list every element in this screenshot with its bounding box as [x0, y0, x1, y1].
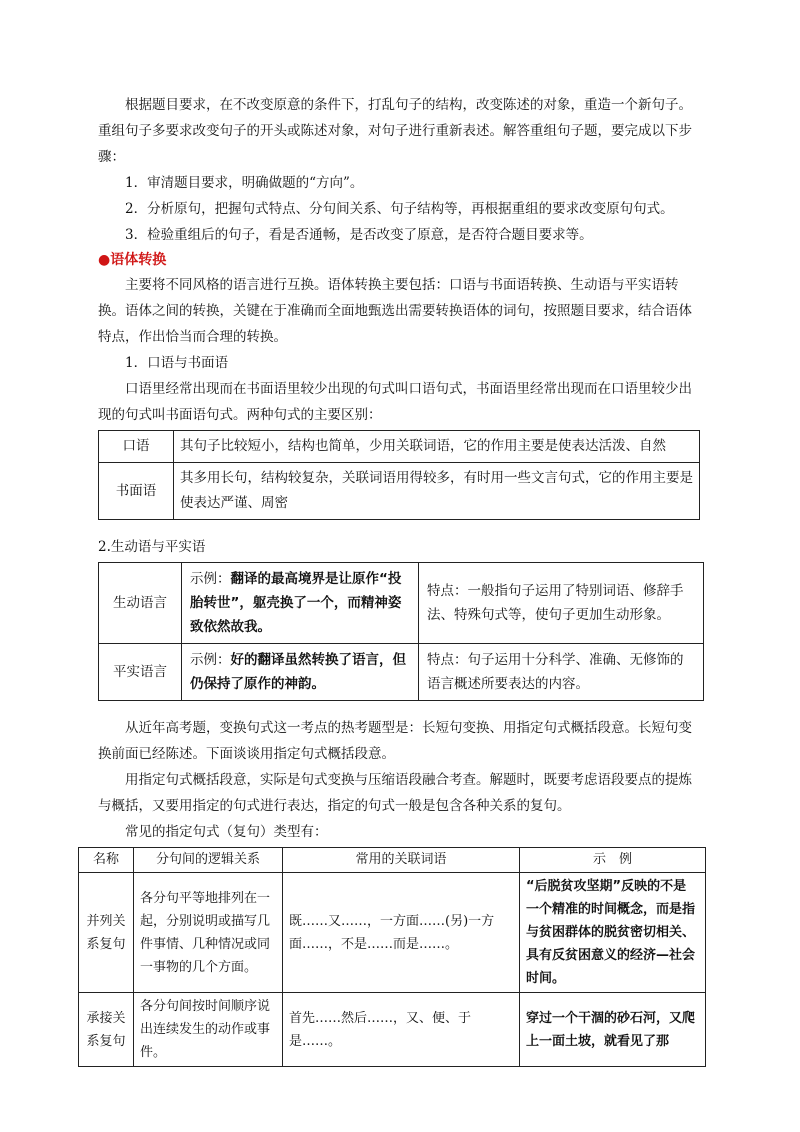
table-cell-example	[182, 563, 419, 644]
table-row	[79, 993, 706, 1067]
table-cell-note: 特点：一般指句子运用了特别词语、修辞手法、特殊句式等，使句子更加生动形象。	[419, 563, 704, 644]
example-prefix: 示例：	[190, 652, 231, 668]
table-cell-name: 并列关系复句	[79, 873, 134, 993]
table-cell-logic: 各分句平等地排列在一起，分别说明或描写几件事情、几种情况或同一事物的几个方面。	[134, 873, 283, 993]
example-prefix: 示例：	[190, 571, 231, 587]
subheading-oral-written: 1．口语与书面语	[125, 355, 229, 371]
example-text: 翻译的最高境界是让原作“投胎转世”，躯壳换了一个，而精神姿致依然故我。	[190, 571, 402, 635]
table-cell-example	[182, 644, 419, 701]
table-cell-label: 口语	[99, 431, 174, 463]
subheading-vivid-plain: 2.生动语与平实语	[98, 539, 206, 555]
step-1: 1．审清题目要求，明确做题的“方向”。	[125, 175, 364, 191]
table-header-row	[79, 848, 706, 873]
table-row	[99, 463, 700, 520]
table-cell-label: 生动语言	[99, 563, 182, 644]
step-3: 3．检验重组后的句子，看是否通畅，是否改变了原意，是否符合题目要求等。	[125, 227, 593, 243]
table-cell-words: 既……又……，一方面……(另)一方面……，不是……而是……。	[283, 873, 520, 993]
step-2: 2．分析原句，把握句式特点、分句间关系、句子结构等，再根据重组的要求改变原句句式。	[125, 201, 674, 217]
table-cell-logic: 各分句间按时间顺序说出连续发生的动作或事件。	[134, 993, 283, 1067]
table-cell-example: 穿过一个干涸的砂石河，又爬上一面土坡，就看见了那	[520, 993, 706, 1067]
table-cell-note: 特点：句子运用十分科学、准确、无修饰的语言概述所要表达的内容。	[419, 644, 704, 701]
compound-sentence-table	[78, 847, 706, 1067]
vivid-plain-table	[98, 562, 704, 701]
bullet-icon: ●	[98, 252, 111, 268]
intro-paragraph: 根据题目要求，在不改变原意的条件下，打乱句子的结构，改变陈述的对象，重造一个新句子。重组句子多要求改变句子的开头或陈述对象，对句子进行重新表述。解答重组句子题，要完成以下步骤：	[98, 97, 692, 165]
oral-written-paragraph: 口语里经常出现而在书面语里较少出现的句式叫口语句式，书面语里经常出现而在口语里较少出现的句式叫书面语句式。两种句式的主要区别：	[98, 381, 692, 423]
table-cell-desc: 其句子比较短小，结构也简单，少用关联词语，它的作用主要是使表达活泼、自然	[174, 431, 700, 463]
part2-paragraph-2: 用指定句式概括段意，实际是句式变换与压缩语段融合考查。解题时，既要考虑语段要点的提炼与概括，又要用指定的句式进行表达，指定的句式一般是包含各种关系的复句。	[98, 772, 692, 814]
part2-paragraph-1: 从近年高考题，变换句式这一考点的热考题型是：长短句变换、用指定句式概括段意。长短句变换前面已经陈述。下面谈谈用指定句式概括段意。	[98, 720, 692, 762]
table-row	[99, 563, 704, 644]
table-cell-desc: 其多用长句，结构较复杂，关联词语用得较多，有时用一些文言句式，它的作用主要是使表达严谨、周密	[174, 463, 700, 520]
document-page	[86, 92, 704, 1067]
table-header-cell: 常用的关联词语	[283, 848, 520, 873]
part2-paragraph-3: 常见的指定句式（复句）类型有：	[125, 824, 328, 840]
table-cell-label: 书面语	[99, 463, 174, 520]
section-paragraph: 主要将不同风格的语言进行互换。语体转换主要包括：口语与书面语转换、生动语与平实语转换。语体之间的转换，关键在于准确而全面地甄选出需要转换语体的词句，按照题目要求，结合语体特点，作出恰当而合理的转换。	[98, 277, 692, 345]
table-cell-example: “后脱贫攻坚期”反映的不是一个精准的时间概念，而是指与贫困群体的脱贫密切相关、具有反贫困意义的经济—社会时间。	[520, 873, 706, 993]
table-row	[99, 431, 700, 463]
table-header-cell: 分句间的逻辑关系	[134, 848, 283, 873]
section-title: 语体转换	[110, 252, 167, 268]
section-heading	[98, 248, 704, 272]
table-cell-name: 承接关系复句	[79, 993, 134, 1067]
table-header-cell: 名称	[79, 848, 134, 873]
table-cell-words: 首先……然后……，又、便、于是……。	[283, 993, 520, 1067]
table-row	[79, 873, 706, 993]
example-text: 好的翻译虽然转换了语言，但仍保持了原作的神韵。	[190, 652, 406, 692]
table-row	[99, 644, 704, 701]
table-cell-label: 平实语言	[99, 644, 182, 701]
table-header-cell: 示 例	[520, 848, 706, 873]
oral-written-table	[98, 430, 700, 520]
